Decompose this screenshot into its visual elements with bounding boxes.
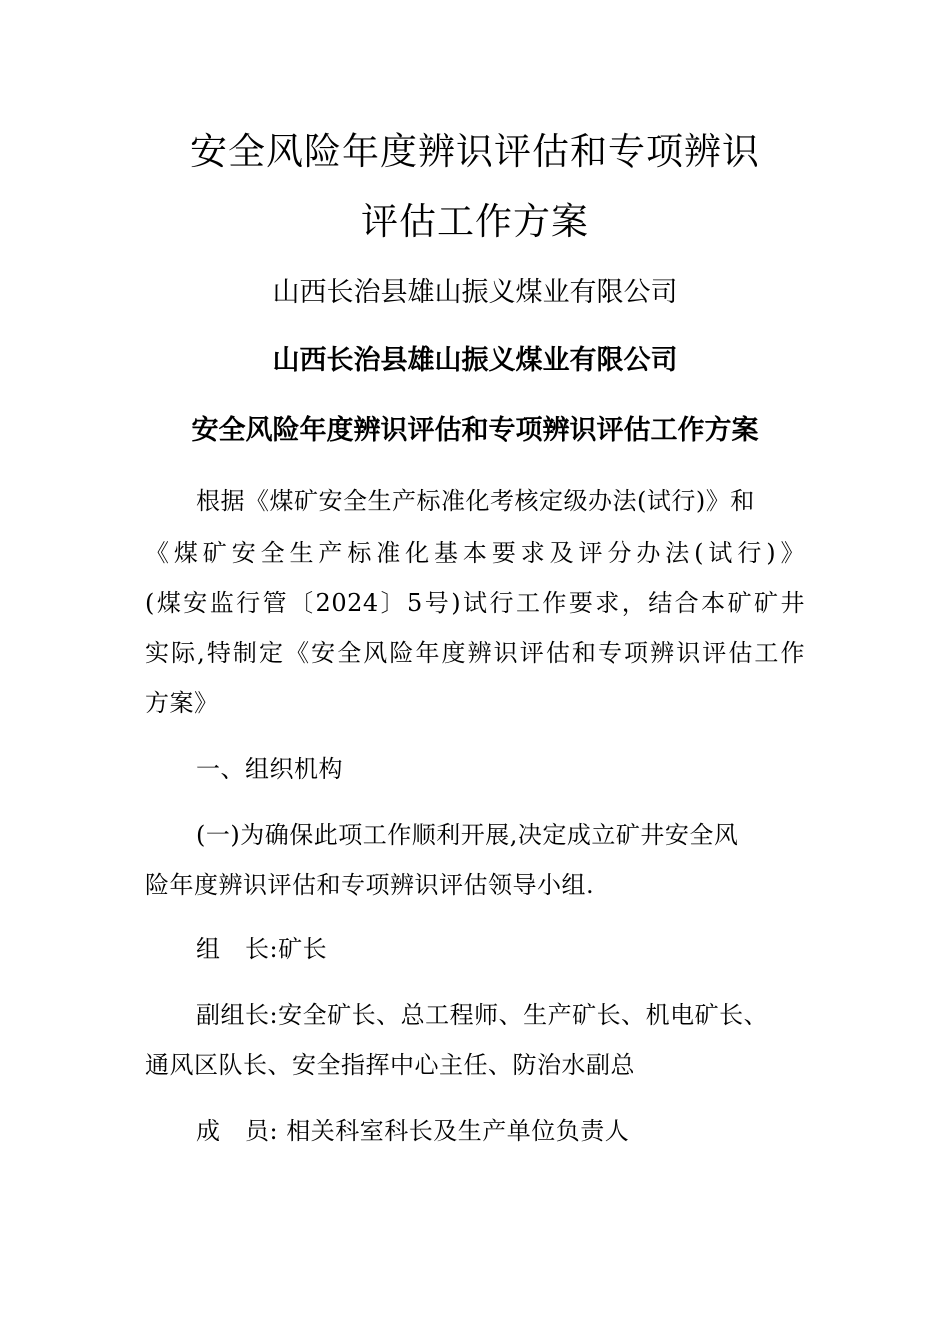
intro-line-4: 实际,特制定《安全风险年度辨识评估和专项辨识评估工作	[145, 639, 805, 667]
section-1-title: 一、组织机构	[196, 755, 343, 783]
item-1-line-2: 险年度辨识评估和专项辨识评估领导小组.	[145, 871, 595, 899]
document-title-line1: 安全风险年度辨识评估和专项辨识	[190, 130, 760, 173]
company-name-bold: 山西长治县雄山振义煤业有限公司	[272, 345, 678, 376]
group-members: 成 员: 相关科室科长及生产单位负责人	[196, 1117, 630, 1145]
intro-line-5: 方案》	[145, 689, 219, 717]
intro-line-1: 根据《煤矿安全生产标准化考核定级办法(试行)》和	[196, 487, 755, 515]
plan-heading: 安全风险年度辨识评估和专项辨识评估工作方案	[191, 415, 759, 446]
deputy-leaders-line-2: 通风区队长、安全指挥中心主任、防治水副总	[145, 1051, 635, 1079]
intro-line-2: 《煤矿安全生产标准化基本要求及评分办法(试行)》	[145, 539, 805, 567]
intro-line-3: (煤安监行管〔2024〕5号)试行工作要求，结合本矿矿井	[145, 589, 805, 617]
deputy-leaders-line-1: 副组长:安全矿长、总工程师、生产矿长、机电矿长、	[196, 1001, 769, 1029]
group-leader: 组 长:矿长	[196, 935, 328, 963]
item-1-line-1: (一)为确保此项工作顺利开展,决定成立矿井安全风	[196, 821, 739, 849]
company-name: 山西长治县雄山振义煤业有限公司	[272, 277, 678, 308]
document-title-line2: 评估工作方案	[361, 200, 589, 243]
